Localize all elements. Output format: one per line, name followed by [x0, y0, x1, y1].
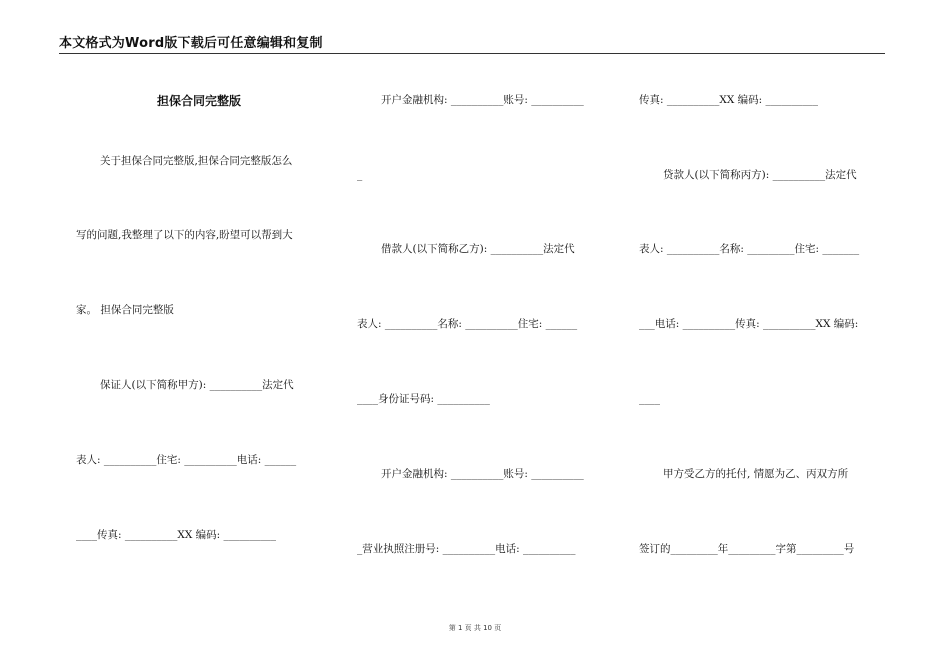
- paragraph-line: 表人: __________住宅: __________电话: ______: [76, 454, 297, 466]
- column-3: [639, 0, 886, 672]
- paragraph-line: 贷款人(以下简称丙方): __________法定代: [663, 169, 857, 181]
- document-title: 担保合同完整版: [156, 94, 241, 108]
- paragraph-line: 家。 担保合同完整版: [76, 304, 174, 316]
- paragraph-line: 开户金融机构: __________账号: __________: [381, 468, 584, 480]
- paragraph-line: ____传真: __________XX 编码: __________: [76, 529, 277, 541]
- paragraph-line: ____: [639, 393, 660, 405]
- column-2: [357, 0, 605, 672]
- paragraph-line: 写的问题,我整理了以下的内容,盼望可以帮到大: [76, 229, 293, 241]
- column-1: [76, 0, 322, 672]
- paragraph-line: ____身份证号码: __________: [357, 393, 490, 405]
- paragraph-line: 甲方受乙方的托付, 情愿为乙、丙双方所: [663, 468, 849, 480]
- page-number: 第 1 页 共 10 页: [448, 624, 502, 632]
- paragraph-line: 表人: __________名称: __________住宅: ______: [357, 318, 578, 330]
- paragraph-line: _营业执照注册号: __________电话: __________: [357, 543, 576, 555]
- paragraph-line: 签订的_________年_________字第_________号: [639, 543, 855, 555]
- paragraph-line: _: [357, 169, 363, 181]
- paragraph-line: 传真: __________XX 编码: __________: [639, 94, 819, 106]
- paragraph-line: ___电话: __________传真: __________XX 编码:: [639, 318, 859, 330]
- paragraph-line: 开户金融机构: __________账号: __________: [381, 94, 584, 106]
- paragraph-line: 借款人(以下简称乙方): __________法定代: [381, 243, 575, 255]
- paragraph-line: 表人: __________名称: _________住宅: _______: [639, 243, 860, 255]
- paragraph-line: 保证人(以下简称甲方): __________法定代: [100, 379, 294, 391]
- header-text: 本文格式为Word版下载后可任意编辑和复制: [59, 36, 323, 51]
- paragraph-line: 关于担保合同完整版,担保合同完整版怎么: [100, 155, 293, 167]
